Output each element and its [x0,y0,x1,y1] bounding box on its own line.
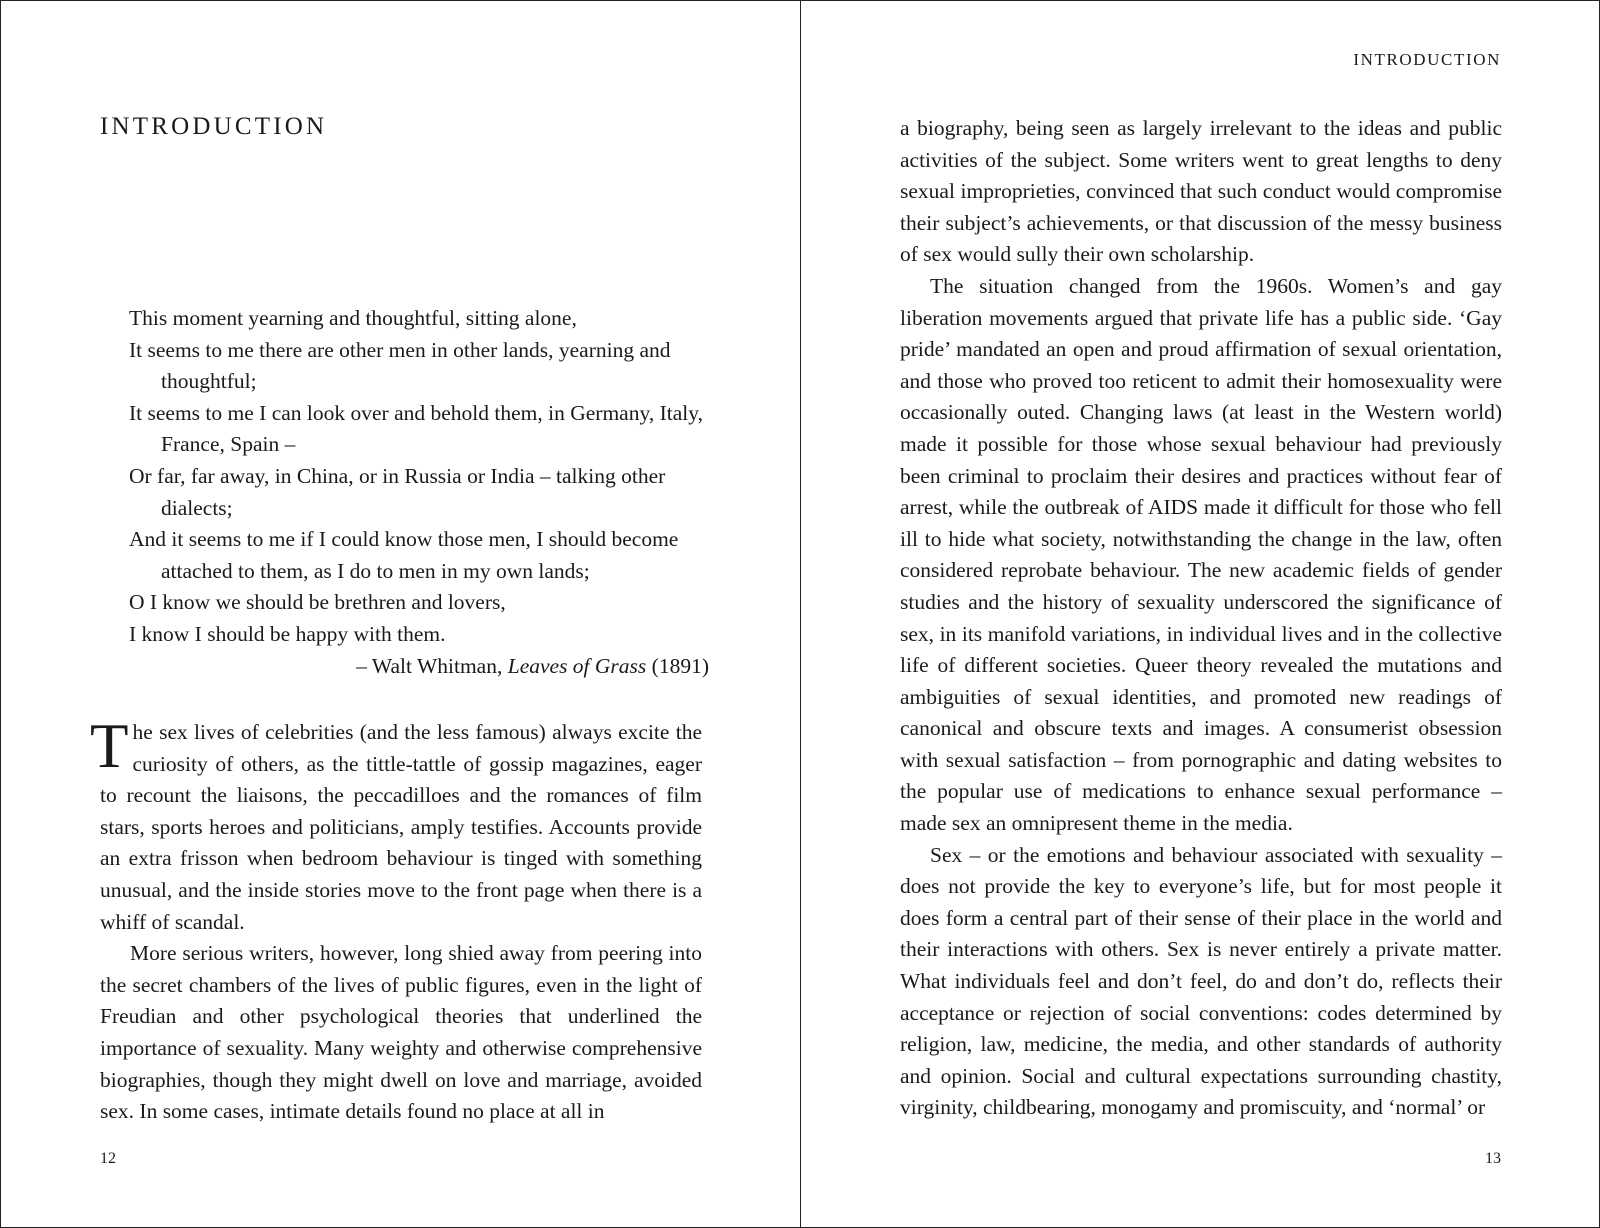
body-paragraph: The situation changed from the 1960s. Women’s and gay liberation movements argued that private life has a public side. ‘Gay pride’ mandated an open and proud affirmation of sexual orientation, and those who proved too reticent to admit their homosexuality were occasionally outed. Changing laws (at least in the Western world) made it possible for those whose sexual behaviour had previously been criminal to proclaim their desires and practices without fear of arrest, while the outbreak of AIDS made it difficult for those who fell ill to hide what society, notwithstanding the change in the law, often considered reprobate behaviour. The new academic fields of gender studies and the history of sexuality underscored the significance of sex, in its manifold variations, in individual lives and in the collective life of different societies. Queer theory revealed the mutations and ambiguities of sexual identities, and promoted new readings of canonical and obscure texts and images. A consumerist obsession with sexual satisfaction – from pornographic and dating websites to the popular use of medications to enhance sexual performance – made sex an omnipresent theme in the media. [900,273,1502,836]
body-paragraph: More serious writers, however, long shied away from peering into the secret chambers of the lives of public figures, even in the light of Freudian and other psychological theories that underlined the importance of sexuality. Many weighty and otherwise comprehensive biographies, though they might dwell on love and marriage, avoided sex. In some cases, intimate details found no place at all in [100,941,702,1124]
chapter-title: INTRODUCTION [100,113,328,140]
poem-line: I know I should be happy with them. [129,621,446,646]
poem-line: Or far, far away, in China, or in Russia or India – talking other dialects; [129,463,666,520]
attribution-year: (1891) [646,653,709,678]
epigraph-poem [129,303,709,682]
drop-cap: T [90,711,129,781]
page-number: 13 [1485,1150,1501,1167]
poem-line: It seems to me I can look over and behold them, in Germany, Italy, France, Spain – [129,400,703,457]
attribution-book-title: Leaves of Grass [507,653,647,678]
epigraph-attribution [129,651,709,683]
right-body-text [900,113,1502,1124]
attribution-author: – Walt Whitman, [356,653,508,678]
opening-paragraph [90,711,702,938]
right-page [801,1,1599,1227]
left-page [1,1,800,1227]
poem-line: It seems to me there are other men in other lands, yearning and thoughtful; [129,337,671,394]
left-body-text [90,711,702,1128]
page-number: 12 [100,1150,116,1167]
body-paragraph: a biography, being seen as largely irrelevant to the ideas and public activities of the subject. Some writers went to great lengths to deny sexual improprieties, convinced that such conduct would compromise their subject’s achievements, or that discussion of the messy business of sex would sully their own scholarship. [900,116,1502,267]
running-head: INTRODUCTION [1353,50,1501,69]
opening-paragraph-text: he sex lives of celebrities (and the less famous) always excite the curiosity of others, as the tittle-tattle of gossip magazines, eager to recount the liaisons, the peccadilloes and the romances of film stars, sports heroes and politicians, amply testifies. Accounts provide an extra frisson when bedroom behaviour is tinged with something unusual, and the inside stories move to the front page when there is a whiff of scandal. [100,720,702,934]
poem-line: And it seems to me if I could know those men, I should become attached to them, as I do to men in my own lands; [129,527,679,583]
poem-line: O I know we should be brethren and lovers, [129,590,506,615]
poem-line: This moment yearning and thoughtful, sitting alone, [129,306,577,330]
body-paragraph: Sex – or the emotions and behaviour associated with sexuality – does not provide the key to everyone’s life, but for most people it does form a central part of their sense of their place in the world and their interactions with others. Sex is never entirely a private matter. What individuals feel and don’t feel, do and don’t do, reflects their acceptance or rejection of social conventions: codes determined by religion, law, medicine, the media, and other standards of authority and opinion. Social and cultural expectations surrounding chastity, virginity, childbearing, monogamy and promiscuity, and ‘normal’ or [900,842,1502,1120]
